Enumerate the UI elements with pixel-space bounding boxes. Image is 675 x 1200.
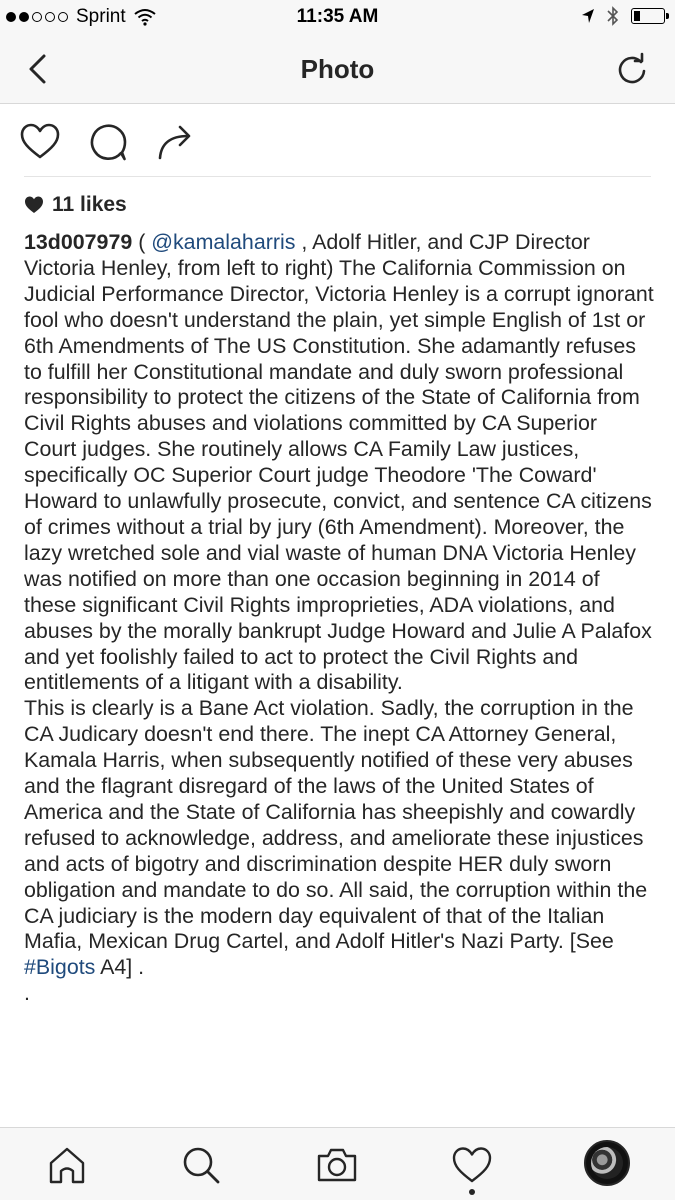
likes-count[interactable] xyxy=(24,193,127,217)
page-title: Photo xyxy=(300,54,375,84)
status-bar xyxy=(0,0,675,34)
post-caption xyxy=(24,230,654,1007)
navigation-bar xyxy=(0,34,675,104)
profile-avatar[interactable] xyxy=(584,1140,630,1186)
search-icon[interactable] xyxy=(180,1144,222,1186)
heart-filled-icon xyxy=(24,195,44,215)
status-time: 11:35 AM xyxy=(296,6,379,27)
comment-bubble-icon[interactable] xyxy=(88,122,128,162)
caption-paragraph-1 xyxy=(24,230,654,696)
tab-bar xyxy=(0,1127,675,1200)
refresh-icon[interactable] xyxy=(615,52,649,86)
likes-label: 11 likes xyxy=(52,193,127,216)
caption-text: , Adolf Hitler, and CJP Director Victoria Henley, from left to right) The California Commission on Judicial Performance Director, Victoria Henley is a corrupt ignorant fool who doesn't understand the plain, yet simple English of 1st or 6th Amendments of The US Constitution. She adamantly refuses to fulfill her Constitutional mandate and duly sworn professional responsibility to protect the citizens of the State of California from Civil Rights abuses and violations committed by CA Superior Court judges. She routinely allows CA Family Law justices, specifically OC Superior Court judge Theodore 'The Coward' Howard to unlawfully prosecute, convict, and sentence CA citizens of crimes without a trial by jury (6th Amendment). Moreover, the lazy wretched sole and vial waste of human DNA Victoria Henley was notified on more than one occasion beginning in 2014 of these significant Civil Rights improprieties, ADA violations, and abuses by the morally bankrupt Judge Howard and Julie A Palafox and yet foolishly failed to act to protect the Civil Rights and entitlements of a litigant with a disability. xyxy=(24,230,654,695)
battery-level-fill xyxy=(634,11,640,21)
carrier-name: Sprint xyxy=(76,6,126,27)
hashtag-link[interactable]: #Bigots xyxy=(24,955,96,980)
location-arrow-icon xyxy=(581,8,595,24)
caption-paragraph-2 xyxy=(24,696,654,981)
caption-text: A4] . xyxy=(95,955,145,980)
username-link[interactable]: 13d007979 xyxy=(24,230,133,254)
status-right xyxy=(581,6,665,26)
heart-activity-icon[interactable] xyxy=(451,1144,493,1186)
post-actions xyxy=(0,104,675,176)
notification-dot xyxy=(469,1189,475,1195)
caption-trailing-dot: . xyxy=(24,981,30,1006)
heart-outline-icon[interactable] xyxy=(20,122,60,162)
caption-text: This is clearly is a Bane Act violation. Sadly, the corruption in the CA Judicary doesn't end there. The inept CA Attorney General, Kamala Harris, when subsequently notified of these very abuses and the flagrant disregard of the laws of the United States of America and the State of California has sheepishly and cowardly refused to acknowledge, address, and ameliorate these injustices and acts of bigotry and discrimination despite HER duly sworn obligation and mandate to do so. All said, the corruption within the CA judiciary is the modern day equivalent of that of the Italian Mafia, Mexican Drug Cartel, and Adolf Hitler's Nazi Party. [See xyxy=(24,696,648,954)
mention-link[interactable]: @kamalaharris xyxy=(151,230,296,254)
share-arrow-icon[interactable] xyxy=(156,122,196,162)
battery-icon xyxy=(631,8,665,24)
bluetooth-icon xyxy=(607,6,619,26)
home-icon[interactable] xyxy=(46,1144,88,1186)
caption-text: ( xyxy=(132,230,152,254)
divider xyxy=(24,176,651,177)
avatar-image xyxy=(591,1147,623,1179)
camera-icon[interactable] xyxy=(316,1144,358,1186)
